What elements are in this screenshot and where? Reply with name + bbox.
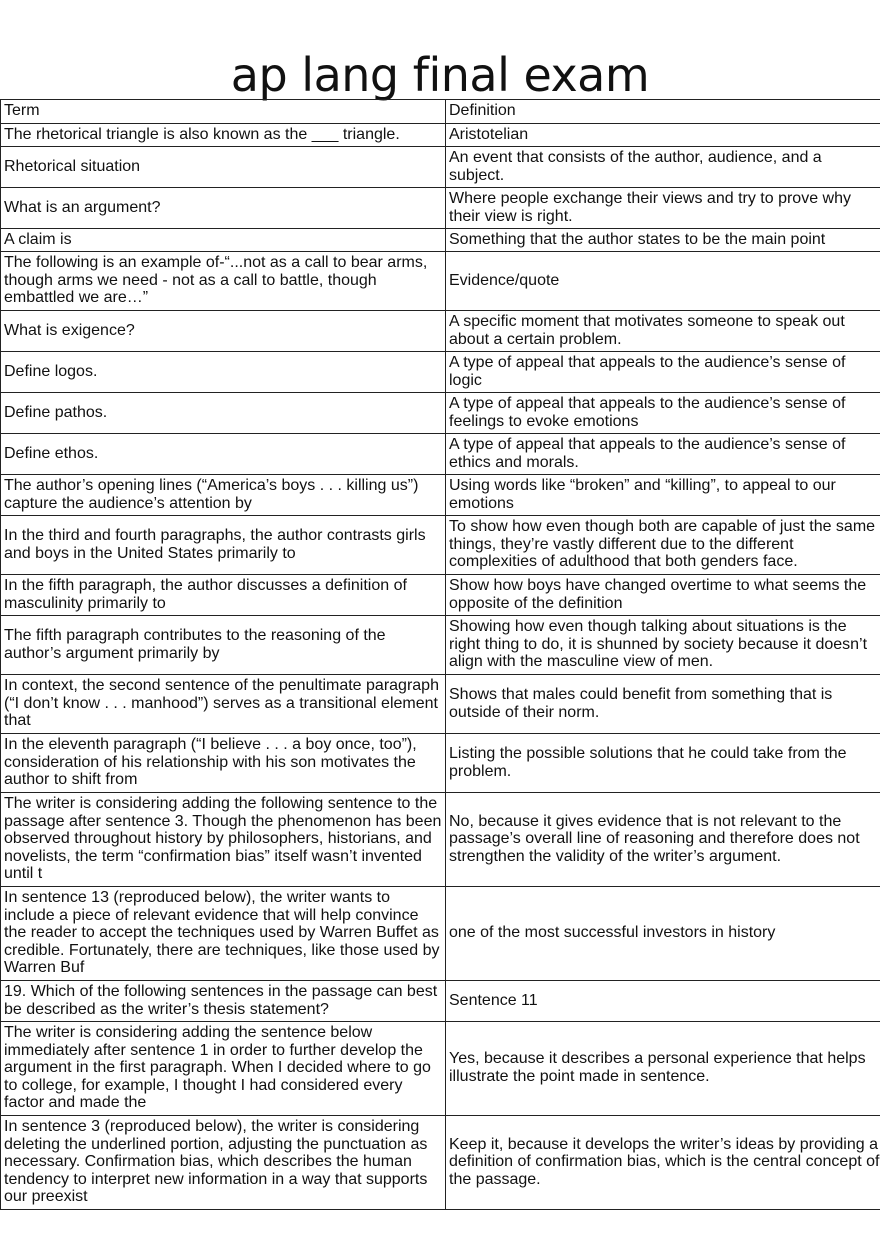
column-header-definition: Definition xyxy=(446,100,880,124)
table-row xyxy=(1,616,880,675)
table-row xyxy=(1,516,880,575)
definition-cell: Aristotelian xyxy=(446,124,880,147)
page-title: ap lang final exam xyxy=(230,47,650,102)
definition-cell: A specific moment that motivates someone to speak out about a certain problem. xyxy=(446,311,880,352)
term-cell: Define pathos. xyxy=(1,393,446,434)
table-row xyxy=(1,252,880,311)
term-cell: The fifth paragraph contributes to the reasoning of the author’s argument primarily by xyxy=(1,616,446,675)
definition-cell: Shows that males could benefit from something that is outside of their norm. xyxy=(446,675,880,734)
definition-cell: Keep it, because it develops the writer’s ideas by providing a definition of confirmation bias, which is the central concept of the passage. xyxy=(446,1116,880,1210)
definition-cell: A type of appeal that appeals to the audience’s sense of feelings to evoke emotions xyxy=(446,393,880,434)
term-cell: The writer is considering adding the following sentence to the passage after sentence 3. Though the phenomenon has been observed throughout history by philosophers, historians, and novelists, the term “confirmation bias” itself wasn’t invented until t xyxy=(1,793,446,887)
definition-cell: Evidence/quote xyxy=(446,252,880,311)
term-cell: In the third and fourth paragraphs, the author contrasts girls and boys in the United States primarily to xyxy=(1,516,446,575)
table-row xyxy=(1,434,880,475)
term-cell: A claim is xyxy=(1,229,446,252)
definition-cell: No, because it gives evidence that is not relevant to the passage’s overall line of reasoning and therefore does not strengthen the validity of the writer’s argument. xyxy=(446,793,880,887)
terms-table xyxy=(0,99,880,1210)
definition-cell: A type of appeal that appeals to the audience’s sense of ethics and morals. xyxy=(446,434,880,475)
term-cell: In the eleventh paragraph (“I believe . . . a boy once, too”), consideration of his relationship with his son motivates the author to shift from xyxy=(1,734,446,793)
table-row xyxy=(1,734,880,793)
definition-cell: A type of appeal that appeals to the audience’s sense of logic xyxy=(446,352,880,393)
table-row xyxy=(1,675,880,734)
term-cell: In sentence 13 (reproduced below), the writer wants to include a piece of relevant evidence that will help convince the reader to accept the techniques used by Warren Buffet as credible. Fortunately, there are techniques, like those used by Warren Buf xyxy=(1,887,446,981)
term-cell: In the fifth paragraph, the author discusses a definition of masculinity primarily to xyxy=(1,575,446,616)
definition-cell: Yes, because it describes a personal experience that helps illustrate the point made in sentence. xyxy=(446,1022,880,1116)
definition-cell: one of the most successful investors in history xyxy=(446,887,880,981)
term-cell: The writer is considering adding the sentence below immediately after sentence 1 in order to further develop the argument in the first paragraph. When I decided where to go to college, for example, I thought I had considered every factor and made the xyxy=(1,1022,446,1116)
definition-cell: Using words like “broken” and “killing”, to appeal to our emotions xyxy=(446,475,880,516)
definition-cell: Sentence 11 xyxy=(446,981,880,1022)
table-row xyxy=(1,124,880,147)
definition-cell: Showing how even though talking about situations is the right thing to do, it is shunned by society because it doesn’t align with the masculine view of men. xyxy=(446,616,880,675)
table-row xyxy=(1,793,880,887)
definition-cell: Where people exchange their views and try to prove why their view is right. xyxy=(446,188,880,229)
term-cell: Define ethos. xyxy=(1,434,446,475)
term-cell: The author’s opening lines (“America’s boys . . . killing us”) capture the audience’s attention by xyxy=(1,475,446,516)
table-row xyxy=(1,352,880,393)
table-row xyxy=(1,575,880,616)
term-cell: The following is an example of-“...not as a call to bear arms, though arms we need - not as a call to battle, though embattled we are…” xyxy=(1,252,446,311)
table-row xyxy=(1,887,880,981)
table-row xyxy=(1,475,880,516)
definition-cell: To show how even though both are capable of just the same things, they’re vastly different due to the different complexities of adulthood that both genders face. xyxy=(446,516,880,575)
table-row xyxy=(1,147,880,188)
table-row xyxy=(1,1116,880,1210)
definition-cell: Something that the author states to be the main point xyxy=(446,229,880,252)
table-row xyxy=(1,393,880,434)
definition-cell: An event that consists of the author, audience, and a subject. xyxy=(446,147,880,188)
term-cell: What is an argument? xyxy=(1,188,446,229)
term-cell: What is exigence? xyxy=(1,311,446,352)
term-cell: The rhetorical triangle is also known as the ___ triangle. xyxy=(1,124,446,147)
term-cell: Define logos. xyxy=(1,352,446,393)
term-cell: 19. Which of the following sentences in the passage can best be described as the writer’s thesis statement? xyxy=(1,981,446,1022)
term-cell: In context, the second sentence of the penultimate paragraph (“I don’t know . . . manhood”) serves as a transitional element that xyxy=(1,675,446,734)
table-row xyxy=(1,311,880,352)
table-row xyxy=(1,188,880,229)
table-header-row xyxy=(1,100,880,124)
definition-cell: Show how boys have changed overtime to what seems the opposite of the definition xyxy=(446,575,880,616)
definition-cell: Listing the possible solutions that he could take from the problem. xyxy=(446,734,880,793)
terms-table-body xyxy=(1,100,880,1210)
table-row xyxy=(1,1022,880,1116)
term-cell: In sentence 3 (reproduced below), the writer is considering deleting the underlined portion, adjusting the punctuation as necessary. Confirmation bias, which describes the human tendency to interpret new information in a way that supports our preexist xyxy=(1,1116,446,1210)
table-row xyxy=(1,229,880,252)
column-header-term: Term xyxy=(1,100,446,124)
table-row xyxy=(1,981,880,1022)
term-cell: Rhetorical situation xyxy=(1,147,446,188)
